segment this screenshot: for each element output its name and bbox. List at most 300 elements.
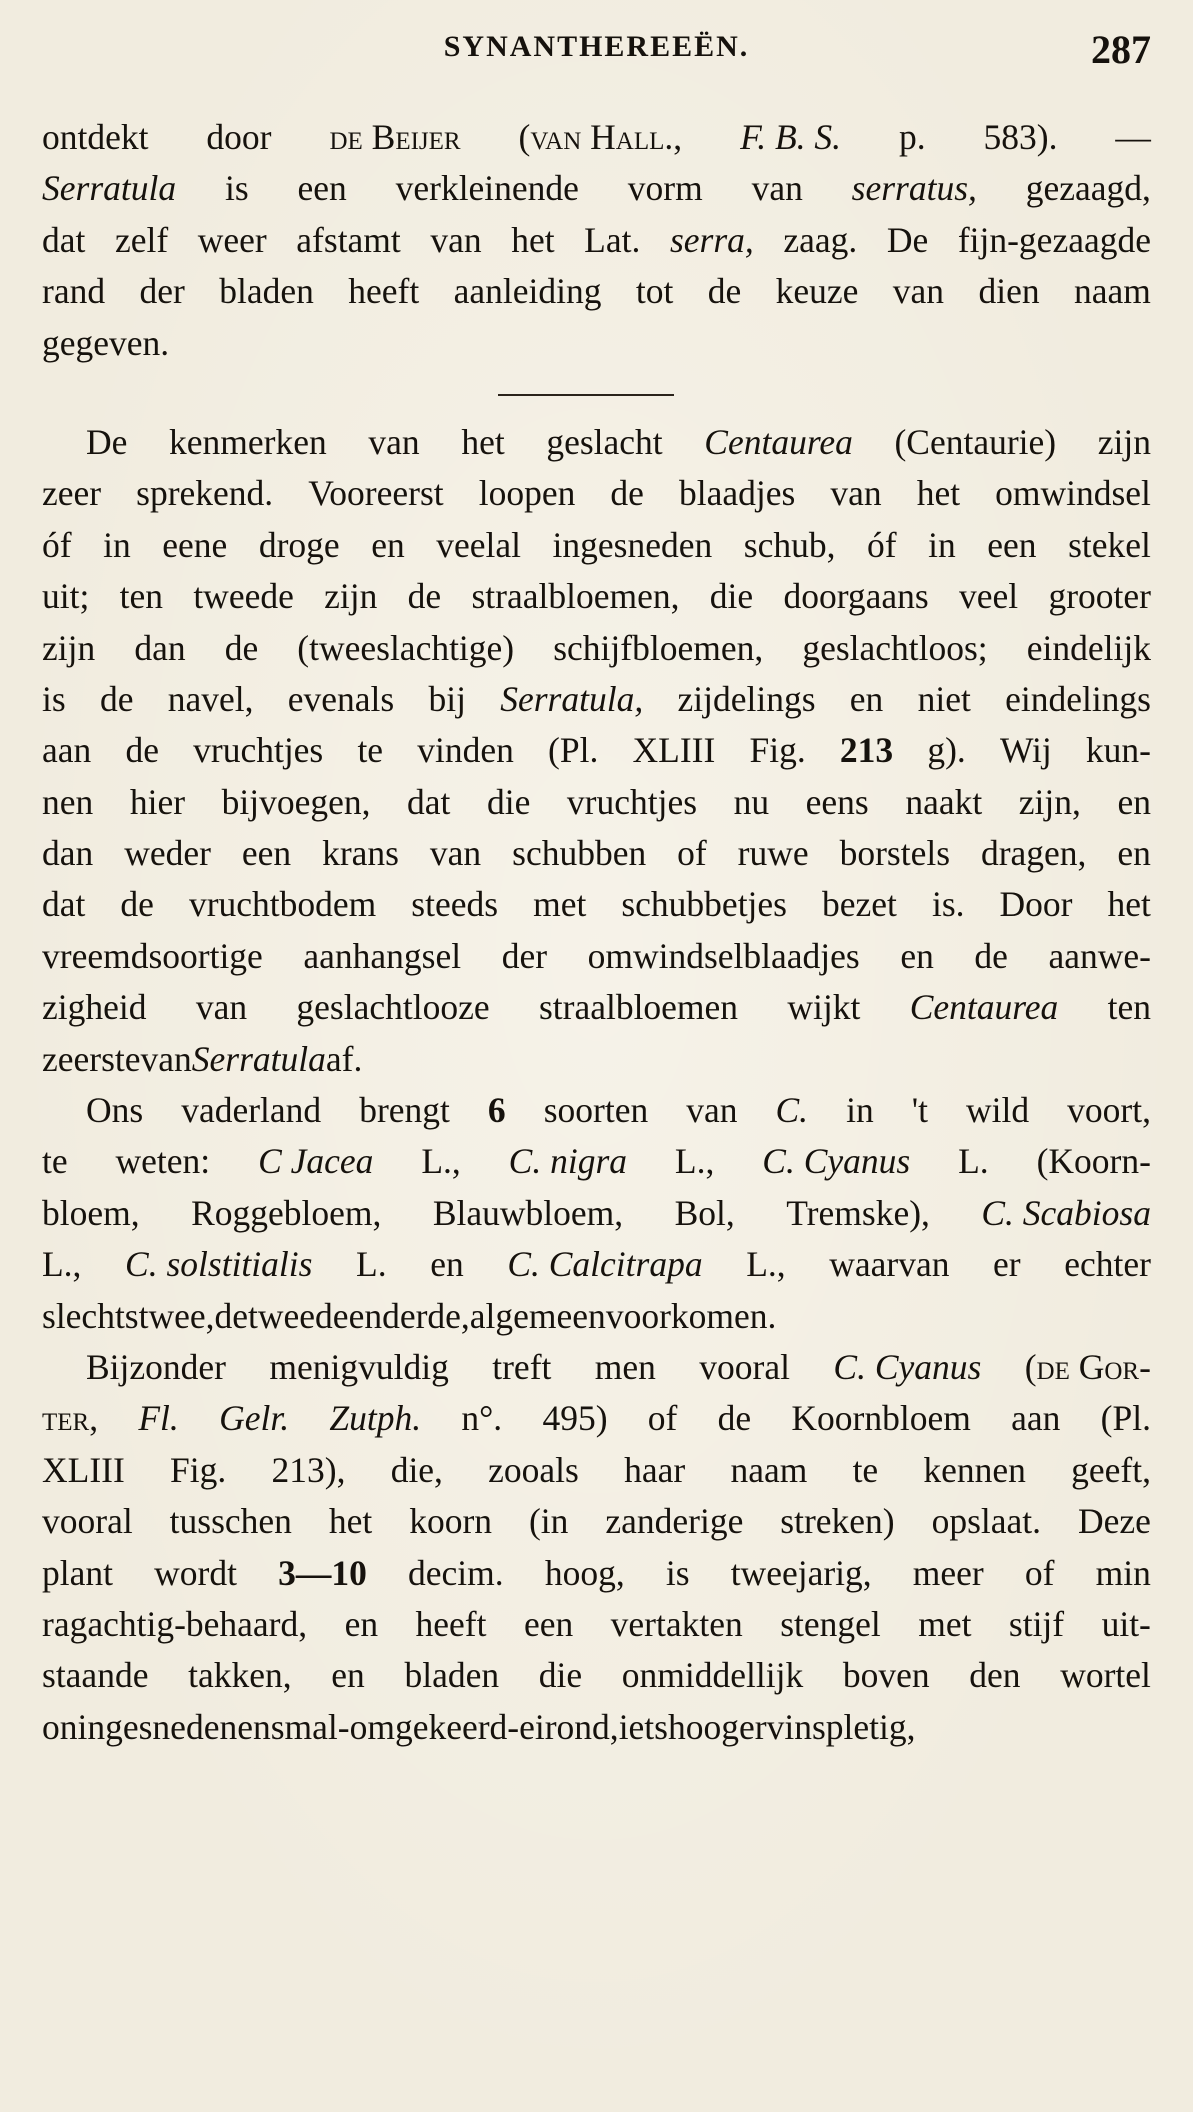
text-line (42, 1393, 1151, 1444)
word: 213), (271, 1449, 346, 1490)
word: vruchtjes (193, 730, 324, 771)
word: koorn (409, 1501, 493, 1542)
word: bloem, (42, 1192, 140, 1233)
word: het (511, 219, 555, 260)
word: droge (258, 524, 340, 565)
word: Lat. (584, 219, 641, 260)
word: van (368, 421, 420, 462)
word: is (224, 168, 249, 209)
word: schubbetjes (621, 884, 787, 925)
word: hier (129, 781, 186, 822)
word: Ons (86, 1090, 144, 1131)
word: krans (322, 833, 399, 874)
word: van (429, 833, 482, 874)
word: schub, (743, 524, 836, 565)
word: uit; (42, 576, 90, 617)
word: heeft (415, 1603, 487, 1644)
word: onmiddellijk (621, 1655, 804, 1696)
word: Bol, (674, 1192, 735, 1233)
text-line (42, 1650, 1151, 1701)
word: aanleiding (453, 271, 602, 312)
word: vooral (42, 1501, 133, 1542)
word: geeft, (1071, 1449, 1151, 1490)
word: straalbloemen (538, 987, 739, 1028)
word: dien (978, 271, 1040, 312)
word: bijvoegen, (221, 781, 371, 822)
word: omwindselblaadjes (587, 935, 860, 976)
word: óf (42, 524, 72, 565)
word: afstamt (296, 219, 401, 260)
paragraph (42, 1085, 1151, 1342)
word: dat (42, 219, 86, 260)
word: rand (42, 271, 106, 312)
word: eene (162, 524, 228, 565)
text-line (42, 1445, 1151, 1496)
text-line (42, 571, 1151, 622)
word: ruwe (737, 833, 809, 874)
word: schijfbloemen, (553, 627, 764, 668)
word: voort, (1067, 1090, 1151, 1131)
word: de Beijer (329, 117, 461, 157)
word: 6 (487, 1090, 506, 1131)
word: of (647, 1398, 678, 1439)
word: zijn, (1018, 781, 1081, 822)
word: van (830, 473, 882, 514)
word: uit- (1101, 1603, 1151, 1644)
word: dragen, (980, 833, 1087, 874)
word: er (993, 1244, 1021, 1285)
word: slechts (42, 1295, 139, 1336)
word: het (328, 1501, 373, 1542)
word: vreemdsoortige (42, 935, 263, 976)
word: Serratula (42, 168, 177, 209)
word: bij (428, 678, 466, 719)
word: van (751, 168, 803, 209)
word: zelf (114, 219, 169, 260)
word: navel, (167, 678, 254, 719)
word: geslacht (546, 421, 663, 462)
word: het (916, 473, 961, 514)
text-line (42, 468, 1151, 519)
word: gezaagd, (1025, 168, 1151, 209)
word: de (125, 730, 159, 771)
word: brengt (359, 1090, 450, 1131)
word: opslaat. (931, 1501, 1042, 1542)
word: die (709, 576, 754, 617)
word: de (99, 678, 134, 719)
word: twee, (138, 1295, 215, 1336)
word: vooral (699, 1346, 790, 1387)
word: óf (867, 524, 897, 565)
word: kenmerken (169, 421, 327, 462)
word: omwindsel (995, 473, 1151, 514)
word: zigheid (42, 987, 147, 1028)
word: in (928, 524, 956, 565)
word: een (987, 524, 1037, 565)
word: en (1117, 781, 1151, 822)
word: naam (1073, 271, 1151, 312)
word: een (241, 833, 292, 874)
word: soorten (543, 1090, 649, 1131)
word: 3—10 (278, 1552, 367, 1593)
word: eindelijk (1026, 627, 1151, 668)
word: L., (746, 1244, 786, 1285)
text-line (42, 520, 1151, 571)
text-line (42, 112, 1151, 163)
word: en (1117, 833, 1151, 874)
word: keuze (775, 271, 859, 312)
word: stijf (1008, 1603, 1065, 1644)
word: derde, (382, 1295, 470, 1336)
word: het (461, 421, 505, 462)
word: Fl. (138, 1398, 179, 1439)
word: zaag. (783, 219, 858, 260)
word: zooals (488, 1449, 579, 1490)
word: de (707, 271, 742, 312)
word: de (610, 473, 644, 514)
page-number: 287 (1091, 27, 1151, 72)
section-separator (498, 394, 674, 396)
word: ter, (42, 1398, 99, 1439)
word: menigvuldig (269, 1346, 449, 1387)
word: geslachtlooze (296, 987, 490, 1028)
word: Gelr. (219, 1398, 290, 1439)
text-line (42, 725, 1151, 776)
word: tweejarig, (730, 1552, 872, 1593)
word: g). (927, 730, 966, 771)
word: zanderige (605, 1501, 744, 1542)
word: (de Gor- (1024, 1346, 1151, 1387)
word: L. (958, 1141, 989, 1182)
word: takken, (188, 1655, 292, 1696)
text-line (42, 417, 1151, 468)
text-line (42, 1496, 1151, 1547)
word: te (852, 1449, 879, 1490)
word: smal-omgekeerd-eirond, (270, 1706, 619, 1747)
word: vertakten (610, 1603, 743, 1644)
word: decim. (408, 1552, 504, 1593)
word: men (594, 1346, 656, 1387)
word: evenals (287, 678, 395, 719)
word: serratus, (851, 168, 977, 209)
text-line (42, 1136, 1151, 1187)
word: een (523, 1603, 574, 1644)
word: C. Cyanus (833, 1346, 982, 1387)
word: staande (42, 1655, 149, 1696)
text-line (42, 1188, 1151, 1239)
word: is. (931, 884, 965, 925)
text-line (42, 266, 1151, 317)
word: of (1024, 1552, 1055, 1593)
word: 213 (839, 730, 894, 771)
word: L., (421, 1141, 461, 1182)
word: en (348, 1295, 383, 1336)
word: (Koorn- (1036, 1141, 1151, 1182)
word: verkleinende (395, 168, 579, 209)
word: XLIII (42, 1449, 125, 1490)
word: de (407, 576, 442, 617)
text-line (42, 931, 1151, 982)
word: dat (407, 781, 451, 822)
word: streken) (780, 1501, 895, 1542)
word: gegeven. (42, 322, 170, 363)
word: tusschen (169, 1501, 292, 1542)
word: zijn (42, 627, 96, 668)
word: is (665, 1552, 690, 1593)
word: en (900, 935, 934, 976)
word: ten (1107, 987, 1151, 1028)
word: min (1095, 1552, 1151, 1593)
word: geslachtloos; (802, 627, 988, 668)
word: XLIII (632, 730, 716, 771)
body-text (42, 112, 1151, 1753)
word: Deze (1077, 1501, 1151, 1542)
word: (Centaurie) (894, 421, 1057, 462)
word: Fig. (170, 1449, 227, 1490)
word: hoog, (544, 1552, 625, 1593)
word: C. nigra (508, 1141, 628, 1182)
word: van (140, 1038, 192, 1079)
word: van (430, 219, 482, 260)
word: door (206, 117, 272, 157)
word: vorm (627, 168, 703, 209)
word: die (538, 1655, 583, 1696)
word: stekel (1068, 524, 1151, 565)
word: (Pl. (1100, 1398, 1151, 1439)
word: grooter (1048, 576, 1151, 617)
word: tot (635, 271, 674, 312)
word: eens (805, 781, 869, 822)
text-line (42, 215, 1151, 266)
word: echter (1064, 1244, 1151, 1285)
word: treft (492, 1346, 552, 1387)
word: wijkt (787, 987, 861, 1028)
word: p. (898, 117, 926, 157)
word: F. B. S. (740, 117, 842, 157)
word: zeer (42, 473, 102, 514)
word: Serratula, (500, 678, 644, 719)
text-line (42, 1239, 1151, 1290)
word: de (224, 627, 259, 668)
section-separator-space (42, 369, 1151, 417)
word: veel (959, 576, 1019, 617)
word: zijn (324, 576, 378, 617)
word: Centaurea (909, 987, 1059, 1028)
text-line (42, 318, 1151, 369)
word: vinspletig, (766, 1706, 916, 1747)
word: de (214, 1295, 249, 1336)
word: die, (390, 1449, 443, 1490)
word: C. Cyanus (762, 1141, 911, 1182)
word: kun- (1085, 730, 1151, 771)
word: borstels (839, 833, 951, 874)
word: serra, (669, 219, 754, 260)
word: dan (134, 627, 186, 668)
word: en (331, 1655, 365, 1696)
word: bladen (219, 271, 314, 312)
word: wordt (154, 1552, 237, 1593)
word: Tremske), (786, 1192, 930, 1233)
text-line (42, 674, 1151, 725)
text-line (42, 777, 1151, 828)
word: oningesneden (42, 1706, 238, 1747)
word: niet (917, 678, 971, 719)
word: te (42, 1141, 68, 1182)
word: ten (119, 576, 164, 617)
word: kennen (923, 1449, 1026, 1490)
word: Koornbloem (791, 1398, 971, 1439)
word: 583). (983, 117, 1058, 157)
word: het (1107, 884, 1151, 925)
text-line (42, 623, 1151, 674)
word: 't (911, 1090, 928, 1131)
word: en (237, 1706, 271, 1747)
word: Centaurea (704, 421, 853, 462)
word: ragachtig-behaard, (42, 1603, 308, 1644)
word: (van Hall., (518, 117, 683, 157)
word: Roggebloem, (191, 1192, 382, 1233)
word: Fig. (749, 730, 806, 771)
word: algemeen (469, 1295, 606, 1336)
text-line (42, 1085, 1151, 1136)
word: weer (197, 219, 267, 260)
paragraph (42, 112, 1151, 369)
word: weten: (115, 1141, 211, 1182)
text-line (42, 879, 1151, 930)
text-line (42, 1548, 1151, 1599)
word: en (344, 1603, 379, 1644)
word: is (42, 678, 66, 719)
word: straalbloemen, (471, 576, 680, 617)
word: zeerste (42, 1038, 141, 1079)
word: vruchtjes (566, 781, 698, 822)
word: steeds (411, 884, 499, 925)
word: veelal (436, 524, 521, 565)
word: Serratula (191, 1038, 326, 1079)
word: dan (42, 833, 94, 874)
paragraph (42, 1342, 1151, 1753)
word: aan (1011, 1398, 1061, 1439)
word: L., (42, 1244, 82, 1285)
word: aanhangsel (303, 935, 462, 976)
word: C Jacea (258, 1141, 374, 1182)
word: schubben (512, 833, 647, 874)
word: der (139, 271, 185, 312)
word: dat (42, 884, 86, 925)
running-head: SYNANTHEREEËN. (443, 30, 750, 63)
word: voorkomen. (605, 1295, 777, 1336)
word: van (686, 1090, 738, 1131)
word: een (297, 168, 347, 209)
word: heeft (348, 271, 420, 312)
word: De (86, 421, 128, 462)
word: en (371, 524, 405, 565)
word: wild (966, 1090, 1030, 1131)
word: tweede (248, 1295, 349, 1336)
word: Door (999, 884, 1073, 925)
word: Blauwbloem, (432, 1192, 624, 1233)
word: vinden (417, 730, 514, 771)
page-header (42, 26, 1151, 76)
word: 495) (542, 1398, 608, 1439)
word: (in (528, 1501, 569, 1542)
word: in (846, 1090, 874, 1131)
text-line (42, 1291, 1151, 1342)
word: met (533, 884, 587, 925)
word: vaderland (181, 1090, 322, 1131)
word: stengel (780, 1603, 881, 1644)
word: nen (42, 781, 94, 822)
word: Vooreerst (308, 473, 444, 514)
text-line (42, 163, 1151, 214)
word: doorgaans (783, 576, 929, 617)
word: en (849, 678, 884, 719)
word: aanwe- (1048, 935, 1151, 976)
word: weder (124, 833, 211, 874)
word: zijdelings (677, 678, 816, 719)
word: vruchtbodem (188, 884, 377, 925)
word: eindelings (1005, 678, 1151, 719)
word: C. Calcitrapa (507, 1244, 703, 1285)
word: in (103, 524, 131, 565)
text-line (42, 1342, 1151, 1393)
word: hooger (668, 1706, 767, 1747)
word: bezet (822, 884, 897, 925)
word: iets (618, 1706, 668, 1747)
word: der (501, 935, 548, 976)
word: ingesneden (552, 524, 713, 565)
word: waarvan (829, 1244, 950, 1285)
paragraph (42, 417, 1151, 1085)
word: meer (912, 1552, 984, 1593)
word: van (892, 271, 945, 312)
word: haar (624, 1449, 686, 1490)
word: te (357, 730, 384, 771)
word: wortel (1060, 1655, 1151, 1696)
word: C. solstitialis (125, 1244, 313, 1285)
word: n°. (461, 1398, 503, 1439)
word: tweede (193, 576, 294, 617)
word: of (677, 833, 707, 874)
text-line (42, 982, 1151, 1033)
word: af. (325, 1038, 363, 1079)
word: Zutph. (329, 1398, 422, 1439)
word: plant (42, 1552, 113, 1593)
word: Bijzonder (86, 1346, 226, 1387)
word: van (195, 987, 248, 1028)
word: de (974, 935, 1008, 976)
word: L., (674, 1141, 715, 1182)
word: den (969, 1655, 1021, 1696)
word: nu (733, 781, 770, 822)
word: de (717, 1398, 752, 1439)
word: sprekend. (136, 473, 274, 514)
word: Wij (999, 730, 1052, 771)
word: ontdekt (42, 117, 149, 157)
word: met (918, 1603, 972, 1644)
word: de (120, 884, 154, 925)
text-line (42, 1034, 1151, 1085)
word: blaadjes (678, 473, 796, 514)
word: loopen (478, 473, 576, 514)
word: fijn-gezaagde (957, 219, 1151, 260)
text-line (42, 1599, 1151, 1650)
word: L. (356, 1244, 387, 1285)
word: zijn (1097, 421, 1151, 462)
word: (tweeslachtige) (297, 627, 515, 668)
word: C. (775, 1090, 809, 1131)
text-line (42, 1702, 1151, 1753)
